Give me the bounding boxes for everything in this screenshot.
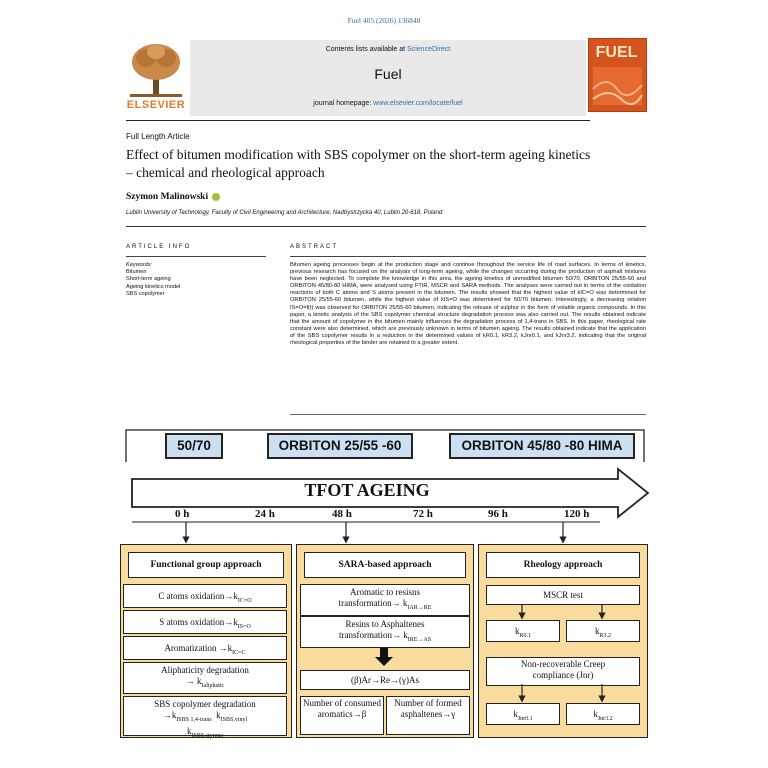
- author-name[interactable]: Szymon Malinowski: [126, 192, 209, 202]
- time-tick: 120 h: [564, 508, 590, 520]
- time-tick: 72 h: [413, 508, 433, 520]
- keyword: SBS copolymer: [126, 290, 165, 297]
- orcid-icon[interactable]: [212, 193, 220, 201]
- material-orbiton-25-55: ORBITON 25/55 -60: [267, 433, 413, 459]
- aliphaticity-box: Aliphaticity degradation → $k_{Ialiphatic}$: [123, 662, 287, 694]
- divider: [126, 256, 266, 257]
- material-50-70: 50/70: [165, 433, 223, 459]
- kjnr32-box: $k_{Jnr3.2}$: [566, 703, 640, 725]
- time-tick: 0 h: [175, 508, 190, 520]
- journal-name: Fuel: [374, 66, 402, 82]
- author-row: [126, 192, 220, 202]
- jnr-box: Non-recoverable Creep compliance (Jnr): [486, 657, 640, 686]
- elsevier-logo-text: ELSEVIER: [126, 99, 186, 111]
- panel-title: Functional group approach: [128, 552, 284, 578]
- mscr-box: MSCR test: [486, 585, 640, 605]
- kr32-box: $k_{R3.2}$: [566, 620, 640, 642]
- process-label: TFOT AGEING: [304, 480, 430, 500]
- keywords-label: Keywords:: [126, 262, 153, 268]
- time-tick: 96 h: [488, 508, 508, 520]
- time-tick: 48 h: [332, 508, 352, 520]
- article-type: Full Length Article: [126, 132, 190, 141]
- keyword: Short-term ageing: [126, 276, 171, 283]
- sara-equation-box: (β)Ar→Re→(γ)As: [300, 670, 470, 690]
- keyword: Ageing kinetics model: [126, 283, 181, 290]
- panel-title: SARA-based approach: [304, 552, 466, 578]
- abstract-heading: ABSTRACT: [290, 244, 339, 250]
- consumed-aromatics-box: Number of consumed aromatics→β: [300, 696, 384, 735]
- homepage-line: journal homepage: www.elsevier.com/locate/fuel: [313, 100, 463, 107]
- aromatic-resin-box: Aromatic to resisns transformation→ $k_{IAR\to RE}$: [300, 584, 470, 616]
- panel-title: Rheology approach: [486, 552, 640, 578]
- keyword: Bitumen: [126, 269, 147, 276]
- c-oxidation-box: C atoms $oxidation\to k_{IC=O}$: [123, 584, 287, 608]
- article-info-heading: ARTICLE INFO: [126, 244, 192, 250]
- formed-asphaltenes-box: Number of formed asphaltenes→γ: [386, 696, 470, 735]
- panel-arrows: [120, 520, 652, 546]
- kr01-box: $k_{R0.1}$: [486, 620, 560, 642]
- sciencedirect-link[interactable]: ScienceDirect: [407, 46, 451, 53]
- affiliation: Lublin University of Technology, Faculty of Civil Engineering and Architecture, Nadbystrzycka 40, Lublin 20-618, Poland: [126, 210, 443, 216]
- keywords-block: [126, 262, 266, 298]
- contents-line: Contents lists available at ScienceDirect: [325, 46, 451, 53]
- abstract-text: Bitumen ageing processes begin at the production stage and continue throughout the service life of road surfaces. In terms of kinetics, previous research has focused on the analysis of long-term ageing, while the changes occurring during the production of asphalt mixtures have been neglected. To complete the knowledge in this area, the ageing kinetics of unmodified bitumen 50/70, ORBITON 25/55-60 and ORBITON 45/80-80 HIMA, were analysed using FTIR, MSCR and SARA methods. The analyses were carried out in terms of the oxidation reactions of both C atoms and S atoms present in the bitumen. The results showed that the highest value of kIC=O was determined for ORBITON 25/55-60 bitumen, while the highest value of kIS=O was determined for 50/70 bitumen. Interestingly, a decreasing relation IS=O=f(t) was observed for ORBITON 25/55-60 bitumen, indicating the release of sulphur in the form of volatile organic compounds. In this paper, a kinetic analysis of the SBS copolymer chemical structure degradation process was also carried out. The results obtained indicate that the amount of copolymer in the bitumen mainly influences the degradation process of 1,4-trans in SBS. In this paper, rheological rate constant were also determined, which are previously unknown in terms of bitumen ageing. The results obtained indicate that the application of the SBS copolymer results in a reduction in the determined values of kR0.1, kR3.2, kJnr0.1, and kJnr3.2, indicating that the original rheological properties of the binder are retained to a greater extent.: [290, 262, 646, 347]
- time-tick: 24 h: [255, 508, 275, 520]
- resin-asphaltene-box: Resins to Asphaltenes transformation→ $k_{IRE\to AS}$: [300, 616, 470, 648]
- divider: [290, 414, 646, 415]
- article-title: Effect of bitumen modification with SBS copolymer on the short-term ageing kinetics – chemical and rheological approach: [126, 147, 591, 180]
- kjnr01-box: $k_{Jnr0.1}$: [486, 703, 560, 725]
- down-arrow-icon: [374, 648, 394, 666]
- aromatization-box: Aromatization $\to k_{IC=C}$: [123, 636, 287, 660]
- citation-line[interactable]: Fuel 405 (2026) 136848: [347, 16, 421, 25]
- s-oxidation-box: S atoms $oxidation\to k_{IS=O}$: [123, 610, 287, 634]
- cover-title: FUEL: [595, 44, 638, 61]
- rheology-arrows: [478, 602, 646, 704]
- divider: [126, 226, 646, 227]
- sbs-degradation-box: SBS copolymer degradation $\to k_{ISBS 1,4-trans}$ $k_{ISBS,vinyl}$ $k_{ISBS,styrene}$: [123, 696, 287, 736]
- divider: [290, 256, 646, 257]
- material-orbiton-45-80: ORBITON 45/80 -80 HIMA: [449, 433, 635, 459]
- homepage-link[interactable]: www.elsevier.com/locate/fuel: [373, 100, 463, 107]
